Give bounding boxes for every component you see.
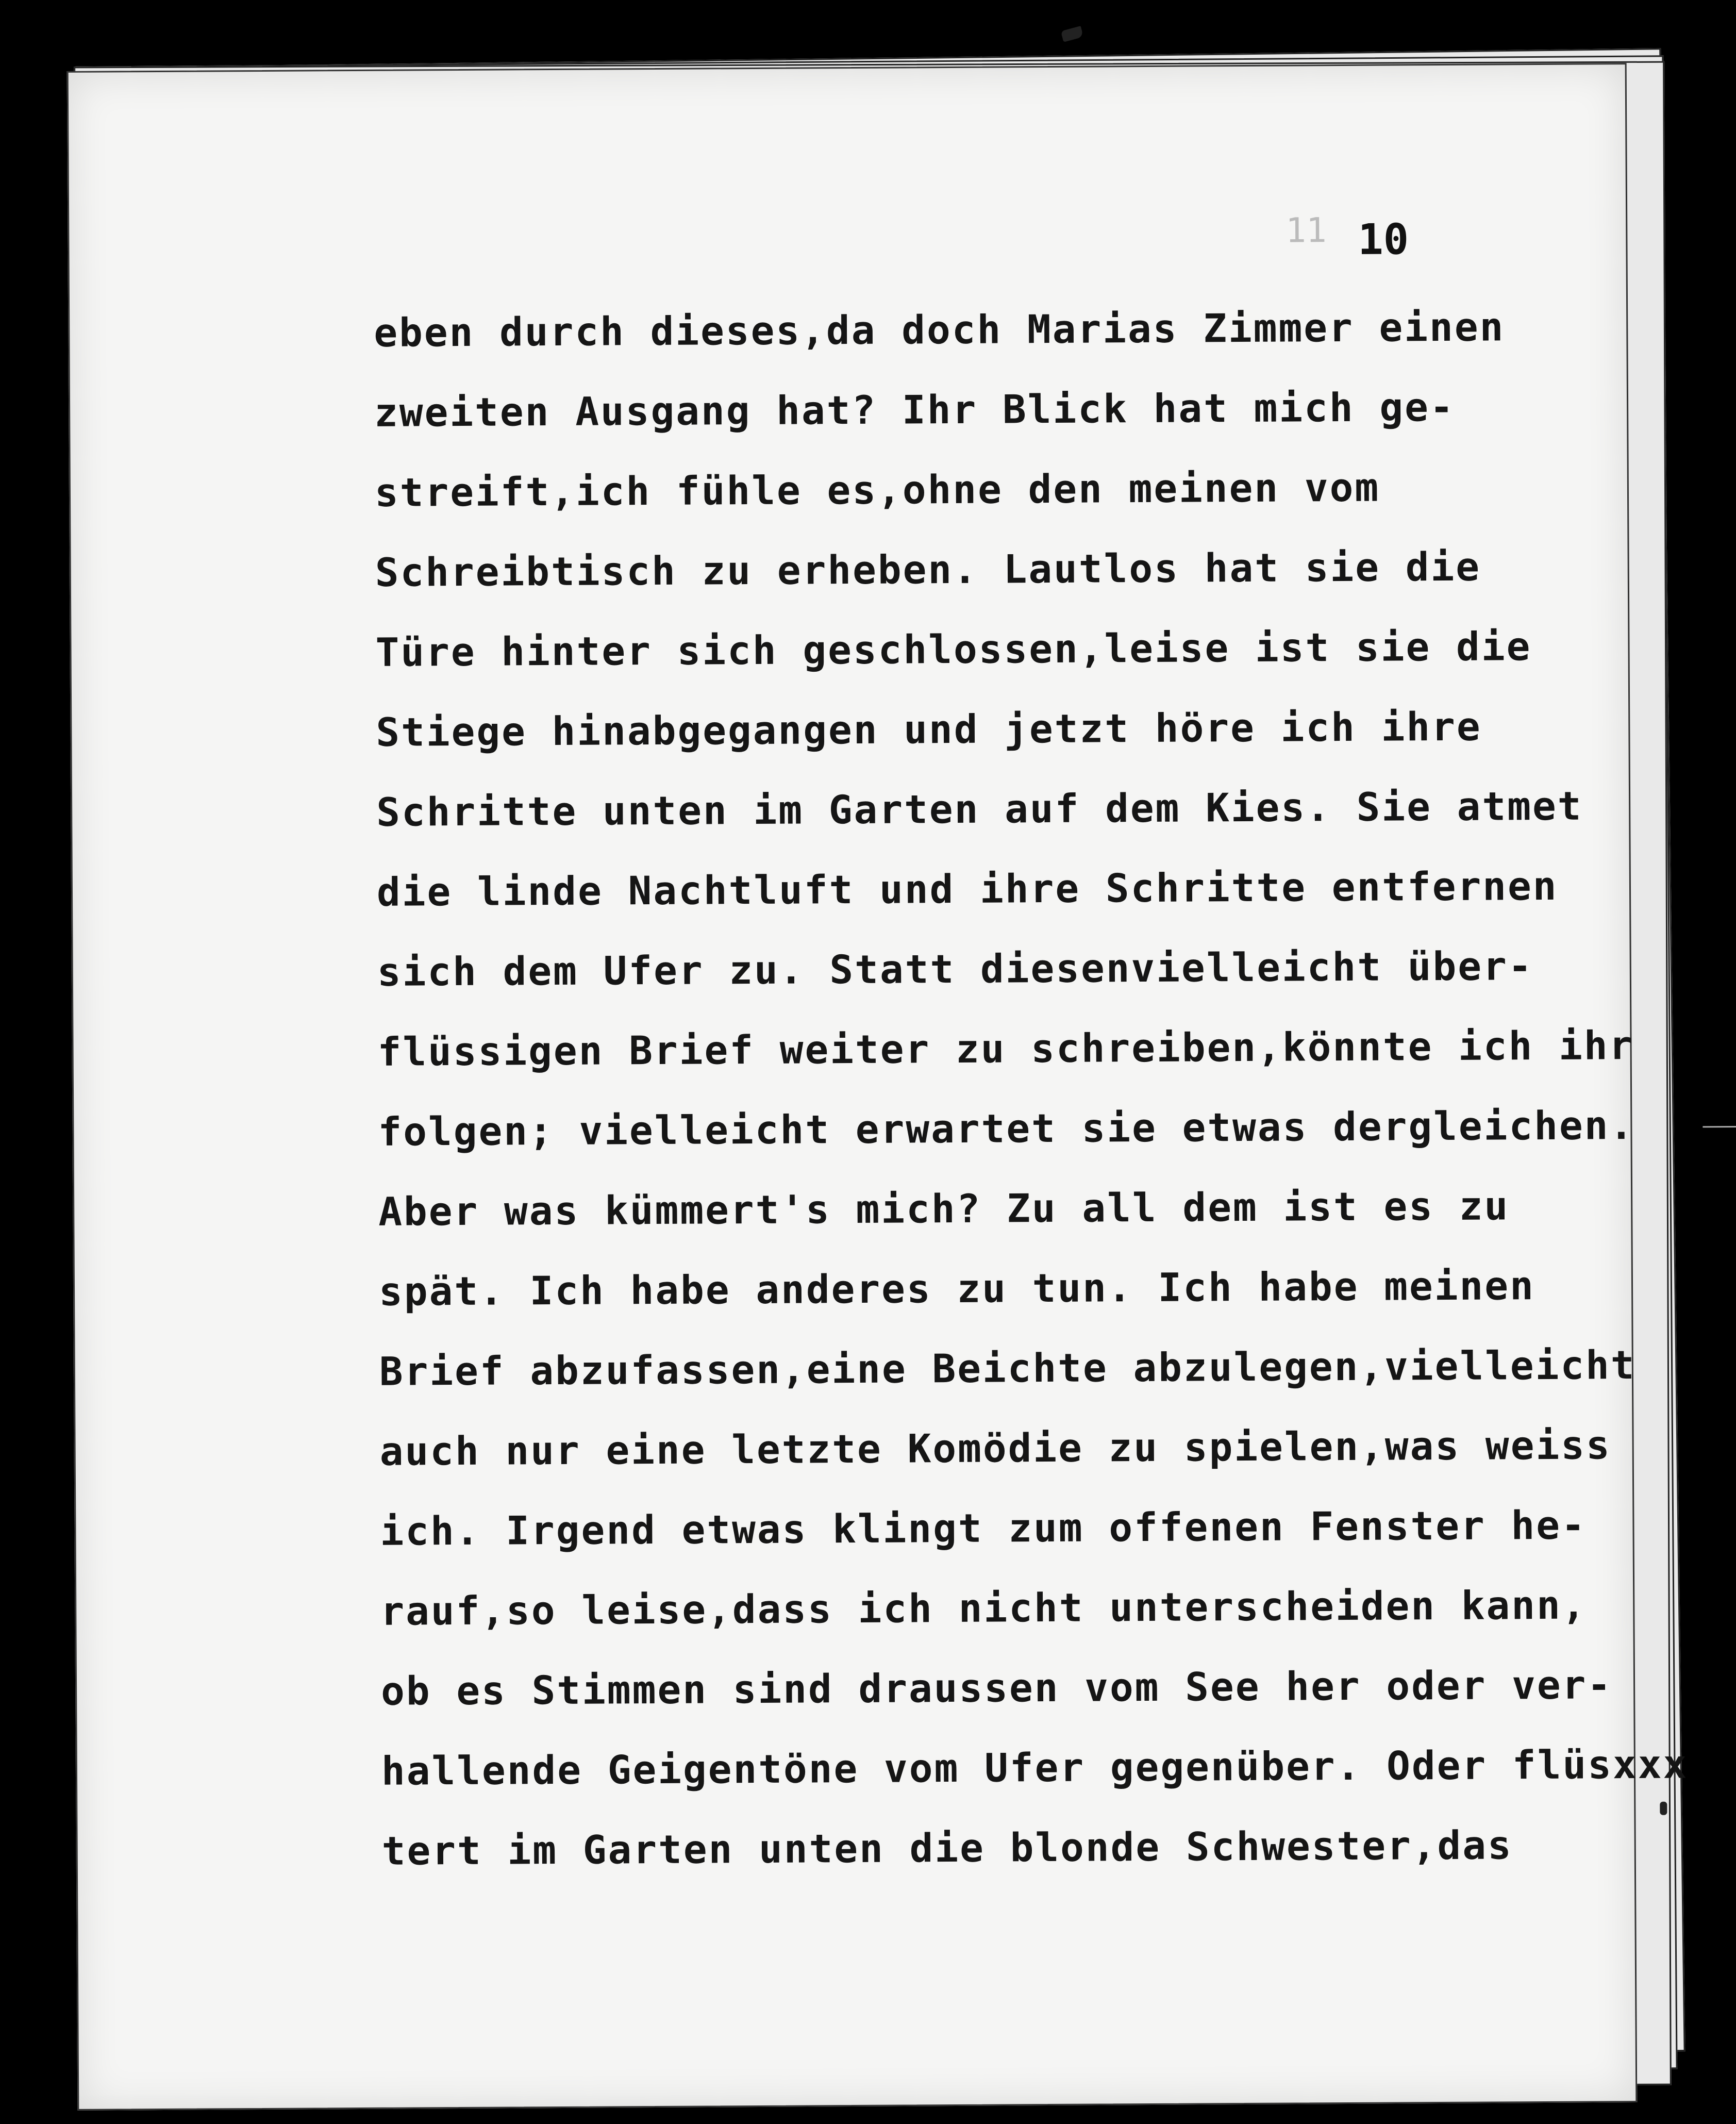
text-line: streift,ich fühle es,ohne den meinen vom <box>374 464 1380 516</box>
ink-mark <box>1061 26 1083 42</box>
page-number: 10 <box>1358 215 1409 264</box>
text-line: die linde Nachtluft und ihre Schritte entfernen <box>376 862 1558 915</box>
text-line: auch nur eine letzte Komödie zu spielen,was weiss <box>379 1422 1611 1474</box>
text-line: ob es Stimmen sind draussen vom See her oder ver- <box>380 1662 1613 1714</box>
text-line: hallende Geigentöne vom Ufer gegenüber. Oder flüsxxx <box>381 1741 1689 1794</box>
text-line: zweiten Ausgang hat? Ihr Blick hat mich ge- <box>374 384 1455 436</box>
text-line: flüssigen Brief weiter zu schreiben,könnte ich ihr <box>377 1022 1634 1075</box>
text-line: spät. Ich habe anderes zu tun. Ich habe meinen <box>378 1263 1535 1315</box>
typewritten-page <box>67 63 1689 2111</box>
ink-mark <box>1660 1802 1667 1815</box>
edge-mark <box>1702 1126 1736 1128</box>
text-line: eben durch dieses,da doch Marias Zimmer einen <box>374 304 1505 356</box>
text-line: ich. Irgend etwas klingt zum offenen Fenster he- <box>380 1502 1587 1554</box>
text-line: folgen; vielleicht erwartet sie etwas dergleichen. <box>378 1102 1635 1155</box>
text-line: sich dem Ufer zu. Statt diesenvielleicht über- <box>377 943 1533 995</box>
text-line: Schreibtisch zu erheben. Lautlos hat sie die <box>375 543 1481 595</box>
body-text <box>374 286 1689 1891</box>
faint-page-number: 11 <box>1286 210 1327 251</box>
text-line: rauf,so leise,dass ich nicht unterscheiden kann, <box>380 1582 1587 1634</box>
text-line: Türe hinter sich geschlossen,leise ist sie die <box>375 623 1532 675</box>
text-line: Brief abzufassen,eine Beichte abzulegen,vielleicht <box>379 1342 1636 1395</box>
text-line: tert im Garten unten die blonde Schwester,das <box>381 1822 1513 1874</box>
text-line: Aber was kümmert's mich? Zu all dem ist es zu <box>378 1183 1510 1235</box>
text-line: Stiege hinabgegangen und jetzt höre ich ihre <box>376 703 1482 755</box>
text-line: Schritte unten im Garten auf dem Kies. Sie atmet <box>376 783 1583 835</box>
